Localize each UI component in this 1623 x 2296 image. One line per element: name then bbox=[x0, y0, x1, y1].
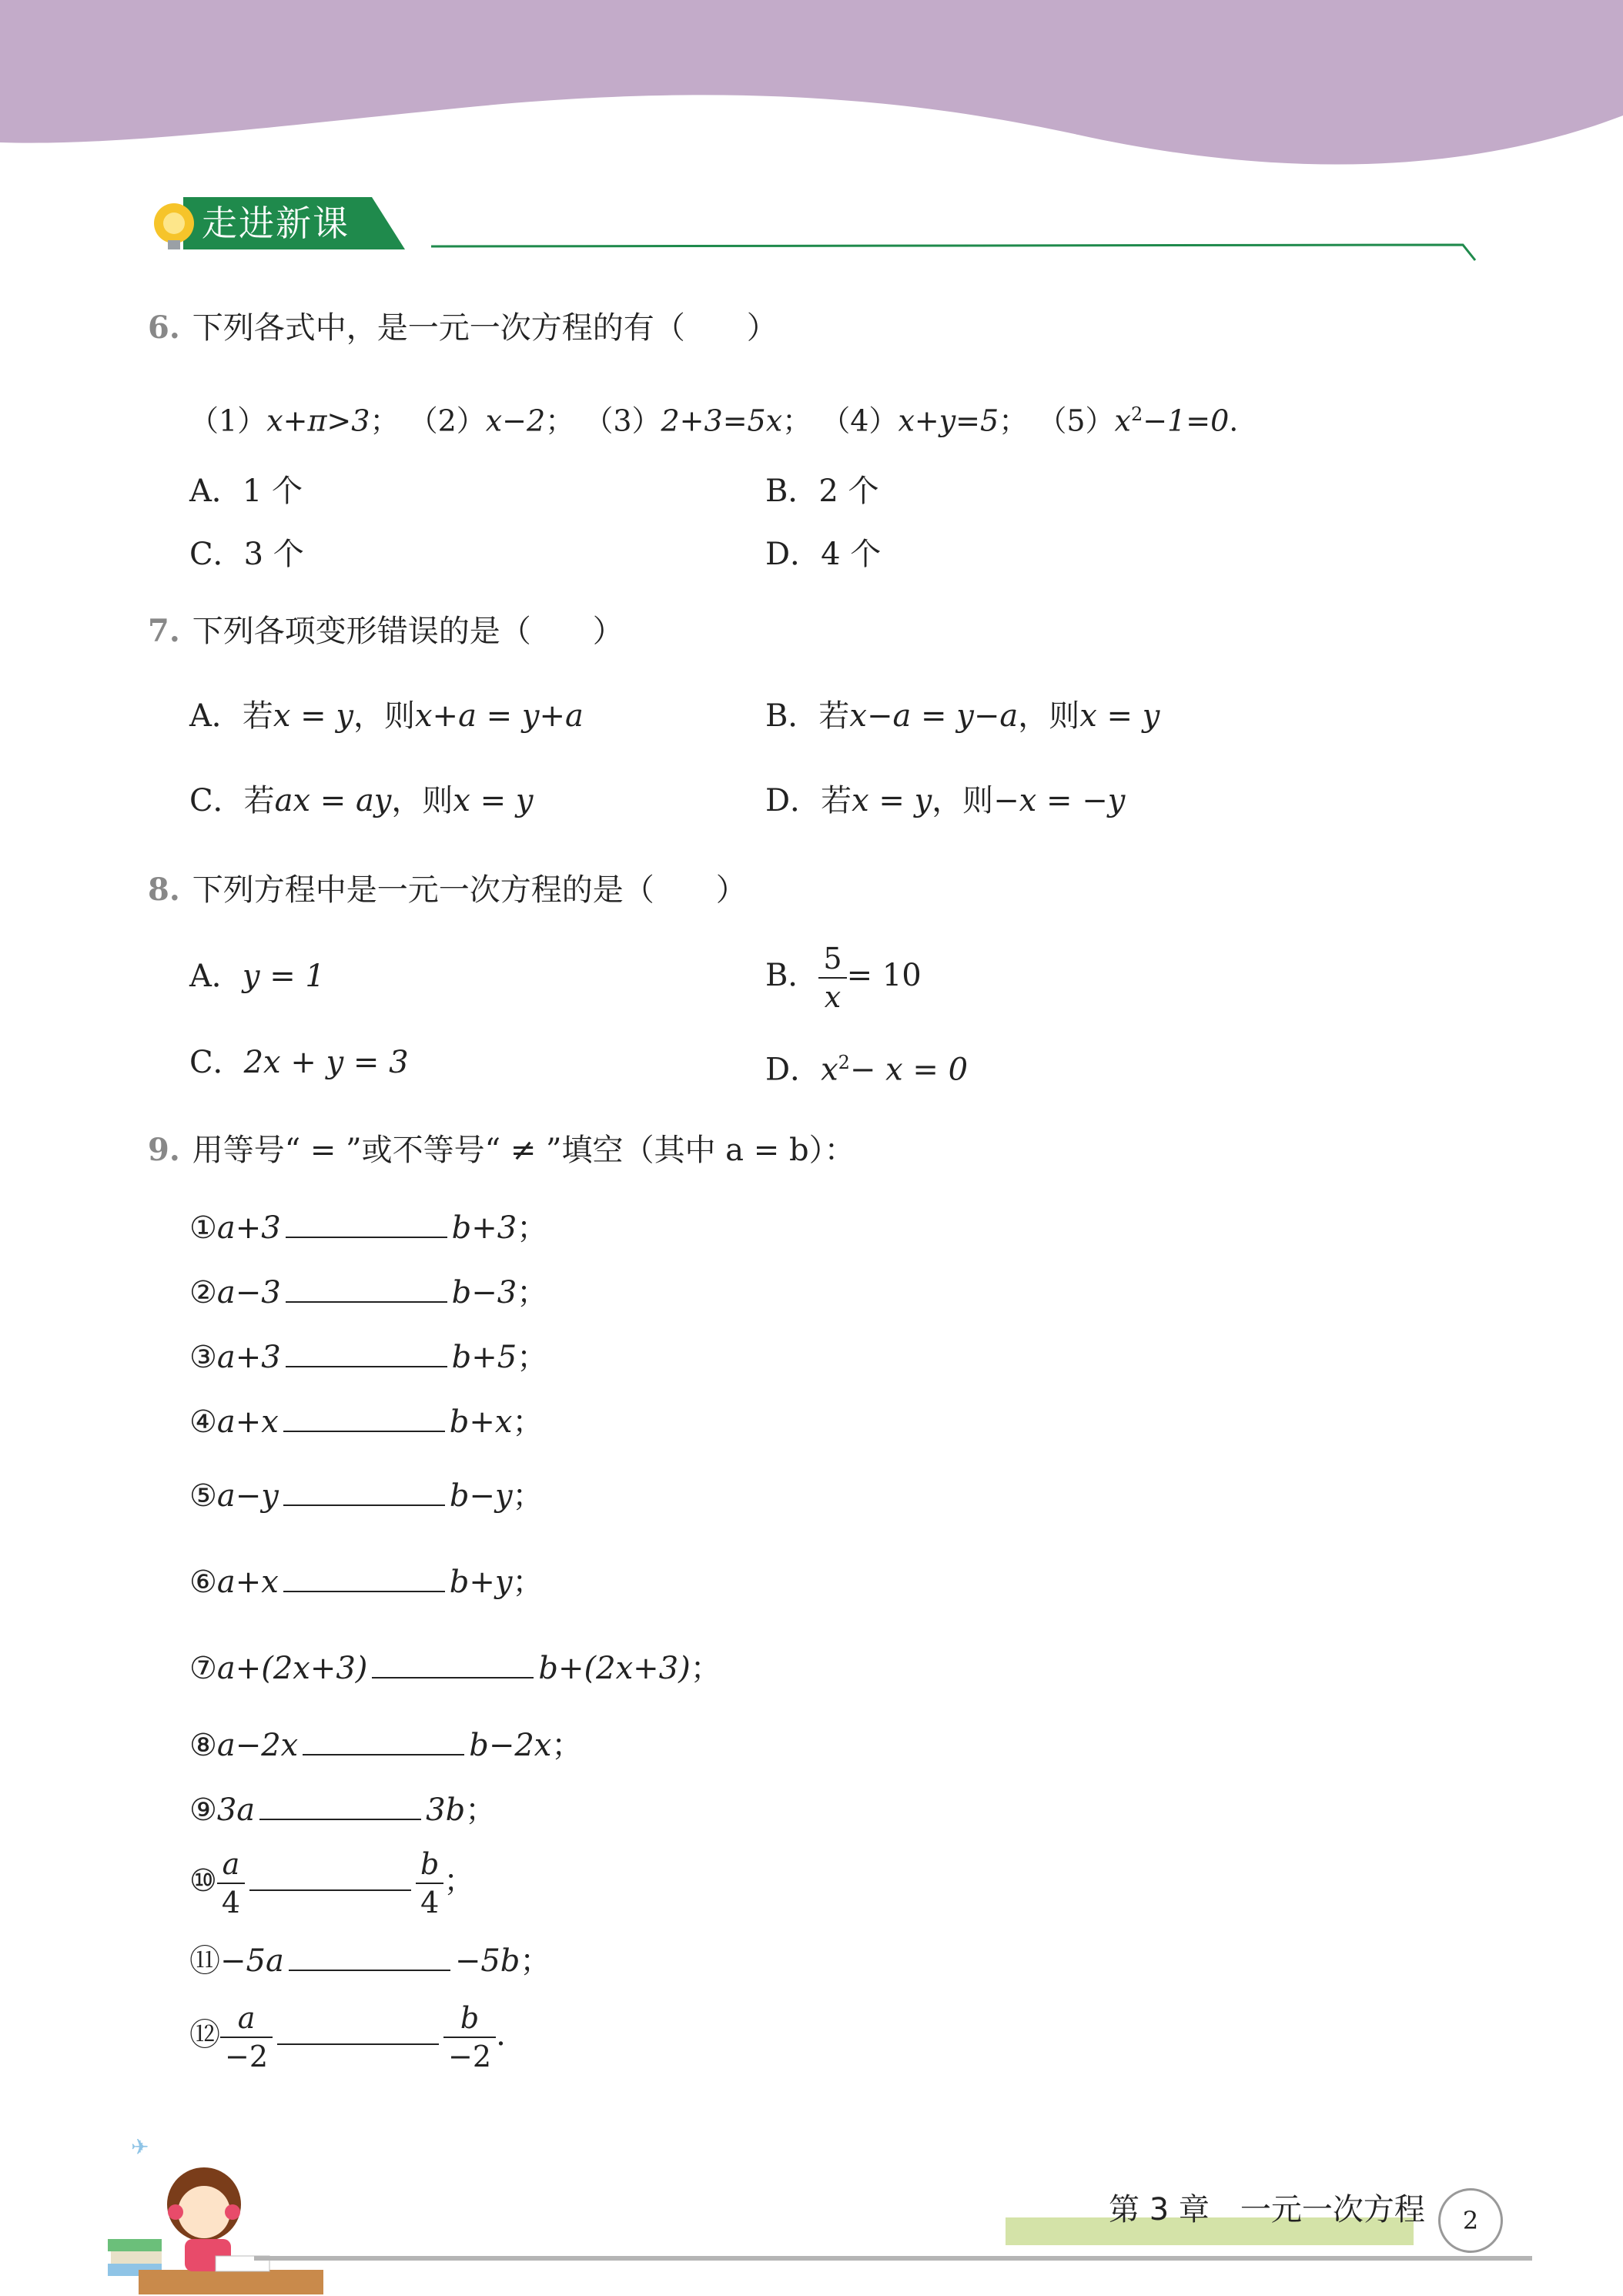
q8-option-a[interactable]: A．y = 1 bbox=[189, 959, 325, 994]
q9-item-5: ⑤a−y b−y； bbox=[189, 1474, 544, 1518]
answer-blank[interactable] bbox=[283, 1560, 445, 1592]
q6-option-d[interactable]: D．4 个 bbox=[765, 537, 882, 572]
q6-option-b[interactable]: B．2 个 bbox=[765, 474, 879, 509]
section-rule bbox=[431, 231, 1478, 269]
answer-blank[interactable] bbox=[283, 1400, 445, 1432]
q9-item-9: ⑨3a 3b； bbox=[189, 1788, 496, 1832]
q9-stem: 9. 用等号“ = ”或不等号“ ≠ ”填空（其中 a = b）： bbox=[148, 1132, 855, 1168]
q9-item-6: ⑥a+x b+y； bbox=[189, 1560, 544, 1604]
answer-blank[interactable] bbox=[277, 2013, 439, 2045]
q8-option-b[interactable]: B． $\frac{5}{x}$ = 10 bbox=[765, 942, 922, 1014]
q7-option-b[interactable]: B．若x−a = y−a，则x = y bbox=[765, 698, 1160, 734]
fraction: $\frac{5}{x}$ bbox=[818, 940, 846, 1016]
answer-blank[interactable] bbox=[259, 1788, 421, 1820]
q7-option-c[interactable]: C．若ax = ay，则x = y bbox=[189, 783, 534, 818]
answer-blank[interactable] bbox=[249, 1859, 411, 1891]
section-title: 走进新课 bbox=[202, 202, 350, 244]
header-wave bbox=[0, 0, 1623, 185]
q9-item-8: ⑧a−2x b−2x； bbox=[189, 1723, 582, 1767]
q6-stem: 6. 下列各式中，是一元一次方程的有（ ） bbox=[148, 310, 778, 346]
q6-items: （1）x+π>3； （2）x−2； （3）2+3=5x； （4）x+y=5； $(5)x^2-1=0$. bbox=[189, 403, 1239, 438]
answer-blank[interactable] bbox=[372, 1646, 534, 1678]
answer-blank[interactable] bbox=[286, 1206, 447, 1238]
page-number: 2 bbox=[1438, 2188, 1503, 2253]
q8-stem: 8. 下列方程中是一元一次方程的是（ ） bbox=[148, 872, 747, 908]
answer-blank[interactable] bbox=[286, 1270, 447, 1303]
svg-text:✈: ✈ bbox=[131, 2134, 149, 2160]
q9-item-10: ⑩ $\frac{a}{4}$ $\frac{b}{4}$ ； bbox=[189, 1847, 475, 1919]
q9-item-3: ③a+3 b+5； bbox=[189, 1335, 547, 1379]
answer-blank[interactable] bbox=[286, 1335, 447, 1367]
q8-option-c[interactable]: C．2x + y = 3 bbox=[189, 1045, 409, 1080]
q6-option-a[interactable]: A．1 个 bbox=[189, 474, 303, 509]
answer-blank[interactable] bbox=[289, 1939, 450, 1971]
girl-studying-illustration bbox=[108, 2124, 323, 2294]
answer-blank[interactable] bbox=[283, 1474, 445, 1506]
q7-stem: 7. 下列各项变形错误的是（ ） bbox=[148, 613, 624, 649]
q7-option-a[interactable]: A．若x = y，则x+a = y+a bbox=[189, 698, 584, 734]
answer-blank[interactable] bbox=[303, 1723, 464, 1755]
q9-item-2: ②a−3 b−3； bbox=[189, 1270, 547, 1314]
q7-option-d[interactable]: D．若x = y，则−x = −y bbox=[765, 783, 1126, 818]
q9-item-1: ①a+3 b+3； bbox=[189, 1206, 547, 1250]
q9-item-7: ⑦a+(2x+3) b+(2x+3)； bbox=[189, 1646, 721, 1690]
chapter-title: 第 3 章 一元一次方程 bbox=[1109, 2192, 1425, 2227]
footer-rule bbox=[254, 2256, 1532, 2261]
q8-option-d[interactable]: D．$x^2- x = 0$ bbox=[765, 1052, 969, 1088]
q9-item-4: ④a+x b+x； bbox=[189, 1400, 543, 1444]
q6-option-c[interactable]: C．3 个 bbox=[189, 537, 304, 572]
q9-item-12: ⑫ $\frac{a}{-2}$ $\frac{b}{-2}$ . bbox=[189, 2001, 506, 2073]
q9-item-11: ⑪−5a −5b； bbox=[189, 1939, 550, 1983]
q6-number: 6. bbox=[148, 310, 180, 346]
